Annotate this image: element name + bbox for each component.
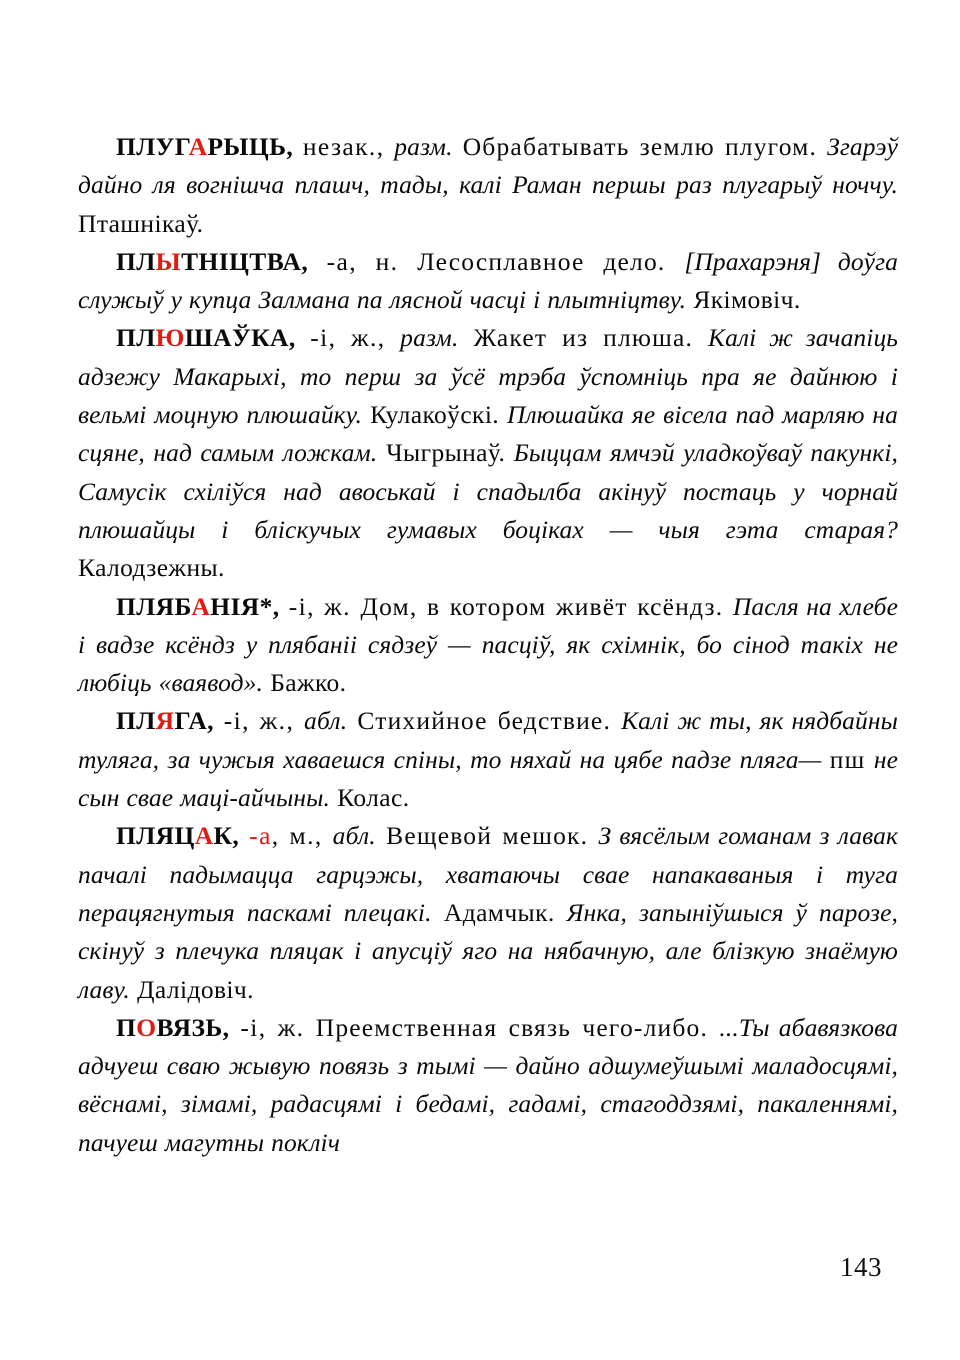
quotation-upright-fragment: пш bbox=[829, 744, 866, 774]
style-label: абл. bbox=[304, 706, 348, 736]
dictionary-entry bbox=[78, 588, 898, 703]
stressed-letter: А bbox=[188, 132, 208, 161]
style-label: разм. bbox=[400, 323, 459, 353]
dictionary-entry bbox=[78, 243, 898, 320]
headword-part: РЫЦЬ bbox=[207, 132, 287, 161]
definition: Вещевой мешок. bbox=[375, 821, 599, 851]
quotation-dash: — bbox=[798, 744, 830, 774]
dictionary-entry bbox=[78, 1009, 898, 1162]
headword bbox=[116, 592, 273, 621]
dictionary-entry bbox=[78, 128, 898, 243]
headword-comma: , bbox=[301, 246, 309, 276]
headword-part: П bbox=[116, 1012, 137, 1042]
headword-part: НІЯ bbox=[210, 591, 260, 621]
definition: Обрабатывать землю плугом. bbox=[452, 132, 828, 161]
stressed-letter: Ы bbox=[155, 246, 182, 276]
quotation: Плюшайка яе вісела пад марляю на сцяне, над самым ложкам. bbox=[78, 400, 898, 468]
headword-part: ШАЎКА bbox=[184, 323, 289, 353]
headword-part: ТНІЦТВА bbox=[181, 246, 302, 276]
quotation: З вясёлым гоманам з лавак пачалі падымацца гарцэжы, хватаючы свае напакаваныя і туга перацягнутыя паскамі плецакі. bbox=[78, 821, 898, 927]
dictionary-entry bbox=[78, 702, 898, 817]
style-label: разм. bbox=[394, 132, 453, 161]
quotation: не сын свае маці-айчыны. bbox=[78, 744, 898, 813]
headword bbox=[116, 706, 207, 735]
definition: Преемственная связь чего-либо. bbox=[304, 1012, 720, 1042]
headword-comma: , bbox=[286, 132, 294, 161]
dictionary-entry bbox=[78, 319, 898, 587]
quotation: [Прахарэня] доўга служыў у купца Залмана па лясной часці і плытніцтву. bbox=[78, 246, 898, 315]
headword bbox=[116, 132, 286, 161]
stressed-letter: Ю bbox=[155, 323, 185, 353]
headword bbox=[116, 323, 289, 352]
grammar-ending-red: -а bbox=[239, 821, 272, 851]
text-column bbox=[78, 128, 898, 1162]
stressed-letter: А bbox=[194, 821, 214, 851]
quotation-source: Чыгрынаў. bbox=[377, 438, 506, 468]
quotation-source: Далідовіч. bbox=[129, 974, 254, 1004]
quotation-source: Колас. bbox=[329, 783, 410, 813]
stressed-letter: Я bbox=[155, 706, 175, 736]
headword-part: ВЯЗЬ bbox=[156, 1012, 223, 1042]
headword-comma: , bbox=[232, 821, 240, 851]
headword bbox=[116, 821, 232, 850]
headword-asterisk: * bbox=[259, 591, 273, 621]
grammar-label: -і, ж. bbox=[229, 1012, 305, 1042]
quotation: ...Ты абавязкова адчуеш сваю жывую повязь з тымі — дайно адшумеўшымі маладосцямі, вёснамі, зімамі, радасцямі і бедамі, гадамі, стагоддзямі, пакаленнямі, пачуеш магутны покліч bbox=[78, 1012, 899, 1157]
stressed-letter: О bbox=[136, 1012, 157, 1042]
grammar-label: -і, ж., bbox=[213, 706, 305, 736]
page-number: 143 bbox=[840, 1252, 882, 1282]
headword bbox=[116, 247, 301, 276]
dictionary-entry bbox=[78, 817, 898, 1008]
quotation: Янка, запыніўшыся ў парозе, скінуў з плечука пляцак і апусціў яго на нябачную, але блізкую знаёмую лаву. bbox=[78, 897, 898, 1004]
headword-comma: , bbox=[288, 323, 296, 353]
quotation-source: Калодзежны. bbox=[78, 553, 225, 583]
headword-part: ПЛ bbox=[116, 246, 156, 276]
headword-part: ГА bbox=[174, 706, 208, 736]
headword-part: ПЛЯБ bbox=[116, 591, 192, 621]
headword-comma: , bbox=[272, 591, 280, 621]
headword-part: К bbox=[213, 821, 233, 851]
definition: Стихийное бедствие. bbox=[347, 706, 622, 736]
headword-comma: , bbox=[207, 706, 214, 736]
grammar-label: незак., bbox=[293, 132, 395, 161]
headword-part: ПЛ bbox=[116, 706, 156, 736]
grammar-label: -і, ж. bbox=[279, 591, 351, 621]
headword-part: ПЛУГ bbox=[116, 132, 189, 161]
quotation-source: Бажко. bbox=[262, 668, 347, 698]
quotation: Пасля на хлебе і вадзе ксёндз у плябаніі сядзеў — пасціў, як схімнік, бо сінод такіх не любіць «ваявод». bbox=[78, 591, 899, 698]
headword-part: ПЛЯЦ bbox=[116, 821, 195, 851]
quotation-source: Адамчык. bbox=[431, 897, 555, 927]
quotation: Калі ж ты, як нядбайны туляга, за чужыя хаваешся спіны, то няхай на цябе падзе пляга bbox=[78, 706, 899, 774]
quotation-source: Кулакоўскі. bbox=[362, 400, 500, 430]
headword-comma: , bbox=[222, 1012, 230, 1042]
quotation: Калі ж зачапіць адзежу Макарыхі, то перш за ўсё трэба ўспомніць пра яе дайнюю і вельмі моцную плюшайку. bbox=[78, 323, 899, 430]
grammar-label: -і, ж., bbox=[295, 323, 401, 353]
headword-part: ПЛ bbox=[116, 323, 156, 353]
grammar-label: -а, н. bbox=[308, 246, 399, 276]
grammar-label: , м., bbox=[271, 821, 333, 851]
headword bbox=[116, 1013, 223, 1042]
definition: Дом, в котором живёт ксёндз. bbox=[350, 591, 733, 621]
quotation-source: Якімовіч. bbox=[686, 285, 801, 315]
definition: Жакет из плюша. bbox=[458, 323, 709, 353]
quotation-source: Пташнікаў. bbox=[78, 208, 204, 238]
definition: Лесосплавное дело. bbox=[398, 246, 685, 276]
quotation: Згарэў дайно ля вогнішча плашч, тады, калі Раман першы раз плугарыў ноччу. bbox=[78, 132, 898, 200]
style-label: абл. bbox=[332, 821, 376, 851]
quotation: Быццам ямчэй уладкоўваў пакункі, Самусік схіліўся над авоськай і спадылба акінуў постаць у чорнай плюшайцы і бліскучых гумавых боціках — чыя гэта старая? bbox=[78, 438, 898, 544]
stressed-letter: А bbox=[191, 591, 211, 621]
